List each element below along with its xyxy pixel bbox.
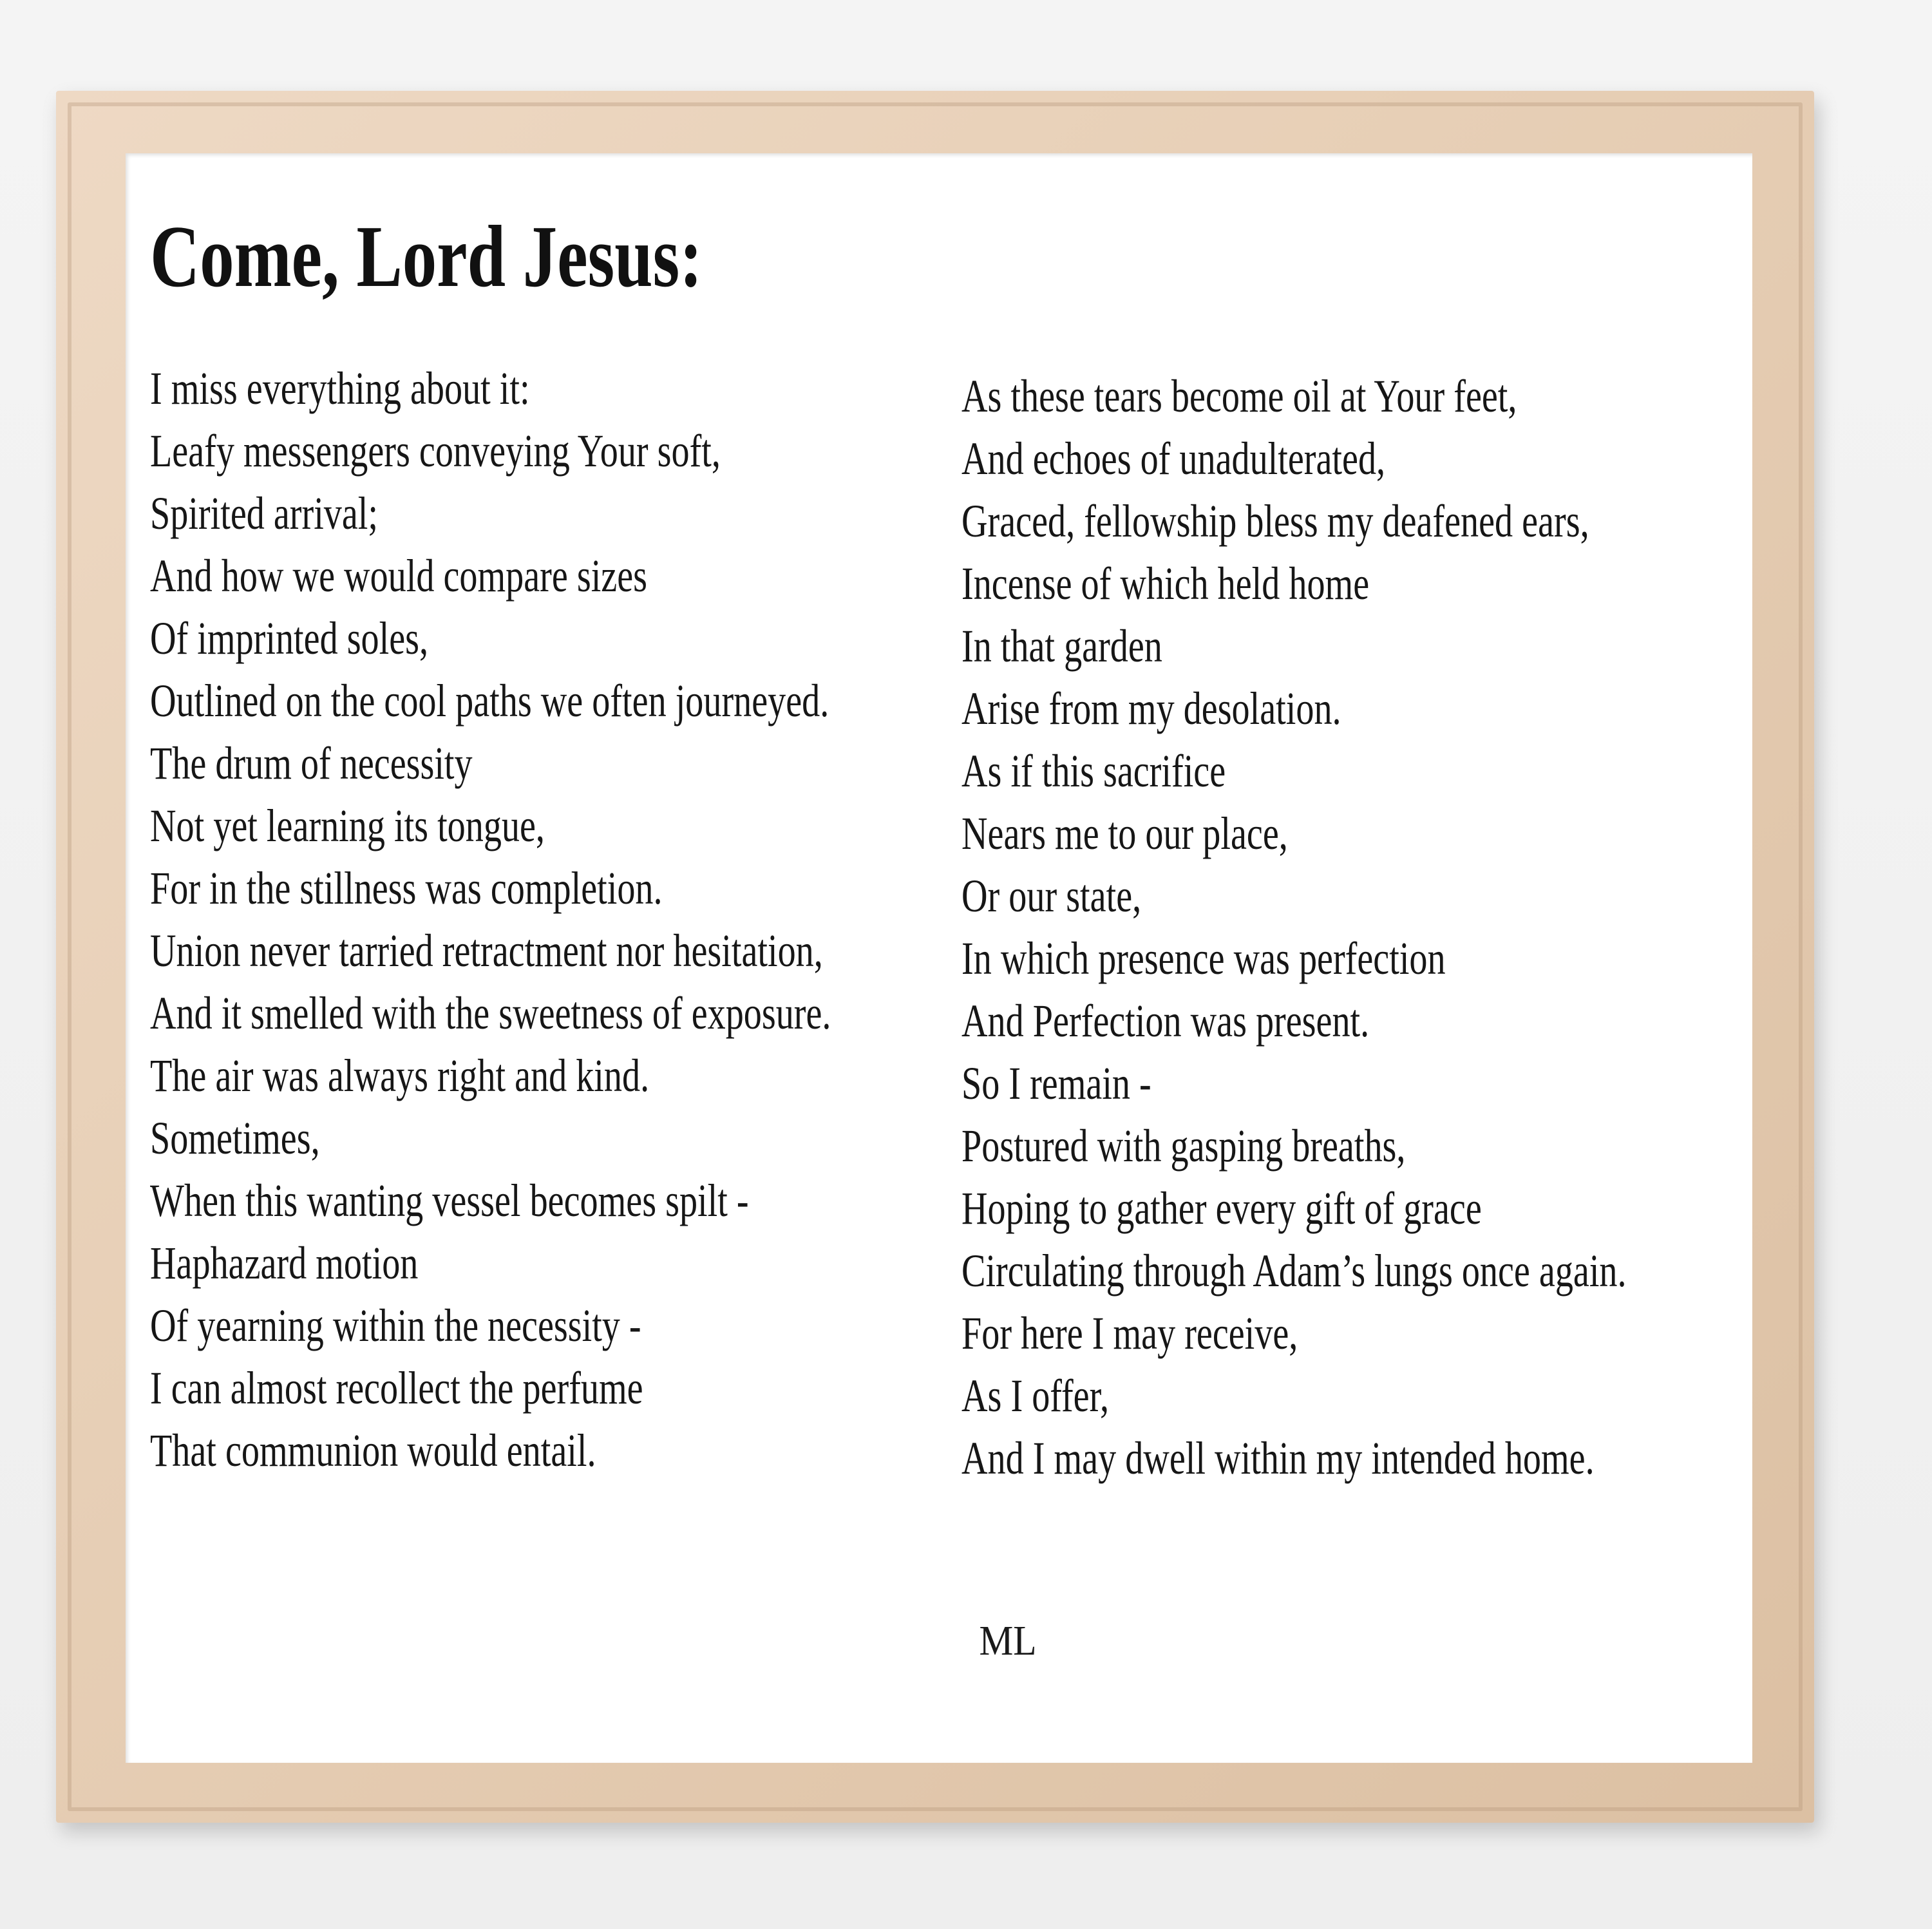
poem-line: That communion would entail.	[150, 1425, 596, 1476]
poem-line: Leafy messengers conveying Your soft,	[150, 425, 721, 477]
poem-line: Not yet learning its tongue,	[150, 800, 545, 851]
poem-line: The air was always right and kind.	[150, 1050, 650, 1101]
poem-line: For in the stillness was completion.	[150, 862, 663, 914]
poem-line: Of yearning within the necessity -	[150, 1300, 641, 1351]
poem-line: Circulating through Adam’s lungs once again.	[961, 1245, 1627, 1297]
poem-line: And echoes of unadulterated,	[961, 433, 1386, 484]
poem-line: And it smelled with the sweetness of exposure.	[150, 987, 831, 1039]
poem-line: I miss everything about it:	[150, 363, 530, 414]
poem-line: And how we would compare sizes	[150, 550, 648, 602]
poem-line: Union never tarried retractment nor hesitation,	[150, 925, 823, 976]
poem-line: Outlined on the cool paths we often journeyed.	[150, 675, 829, 727]
poem-line: Of imprinted soles,	[150, 613, 429, 664]
poem-line: And I may dwell within my intended home.	[961, 1432, 1595, 1484]
poem-right-column	[961, 365, 1814, 1490]
poem-line: Incense of which held home	[961, 558, 1370, 609]
poem-line: Spirited arrival;	[150, 488, 379, 539]
poem-line: Postured with gasping breaths,	[961, 1120, 1406, 1172]
poem-line: For here I may receive,	[961, 1307, 1298, 1359]
poem-line: I can almost recollect the perfume	[150, 1362, 643, 1414]
poem-line: Hoping to gather every gift of grace	[961, 1183, 1482, 1234]
poem-line: And Perfection was present.	[961, 995, 1370, 1047]
poem-line: The drum of necessity	[150, 737, 473, 789]
poem-line: So I remain -	[961, 1058, 1151, 1109]
author-signature: ML	[979, 1617, 1037, 1664]
poem-title: Come, Lord Jesus:	[150, 207, 703, 305]
poem-line: As I offer,	[961, 1370, 1110, 1421]
poem-line: As these tears become oil at Your feet,	[961, 370, 1517, 422]
poem-line: Sometimes,	[150, 1112, 320, 1164]
poem-line: Or our state,	[961, 870, 1142, 922]
poem-line: In that garden	[961, 620, 1162, 672]
poem-line: As if this sacrifice	[961, 745, 1226, 797]
poem-line: When this wanting vessel becomes spilt -	[150, 1175, 749, 1226]
poem-line: Arise from my desolation.	[961, 683, 1341, 734]
poem-left-column	[150, 357, 1023, 1482]
poem-line: Graced, fellowship bless my deafened ears,	[961, 495, 1589, 547]
poem-line: Haphazard motion	[150, 1237, 419, 1289]
poem-line: Nears me to our place,	[961, 808, 1288, 859]
poem-line: In which presence was perfection	[961, 933, 1446, 984]
